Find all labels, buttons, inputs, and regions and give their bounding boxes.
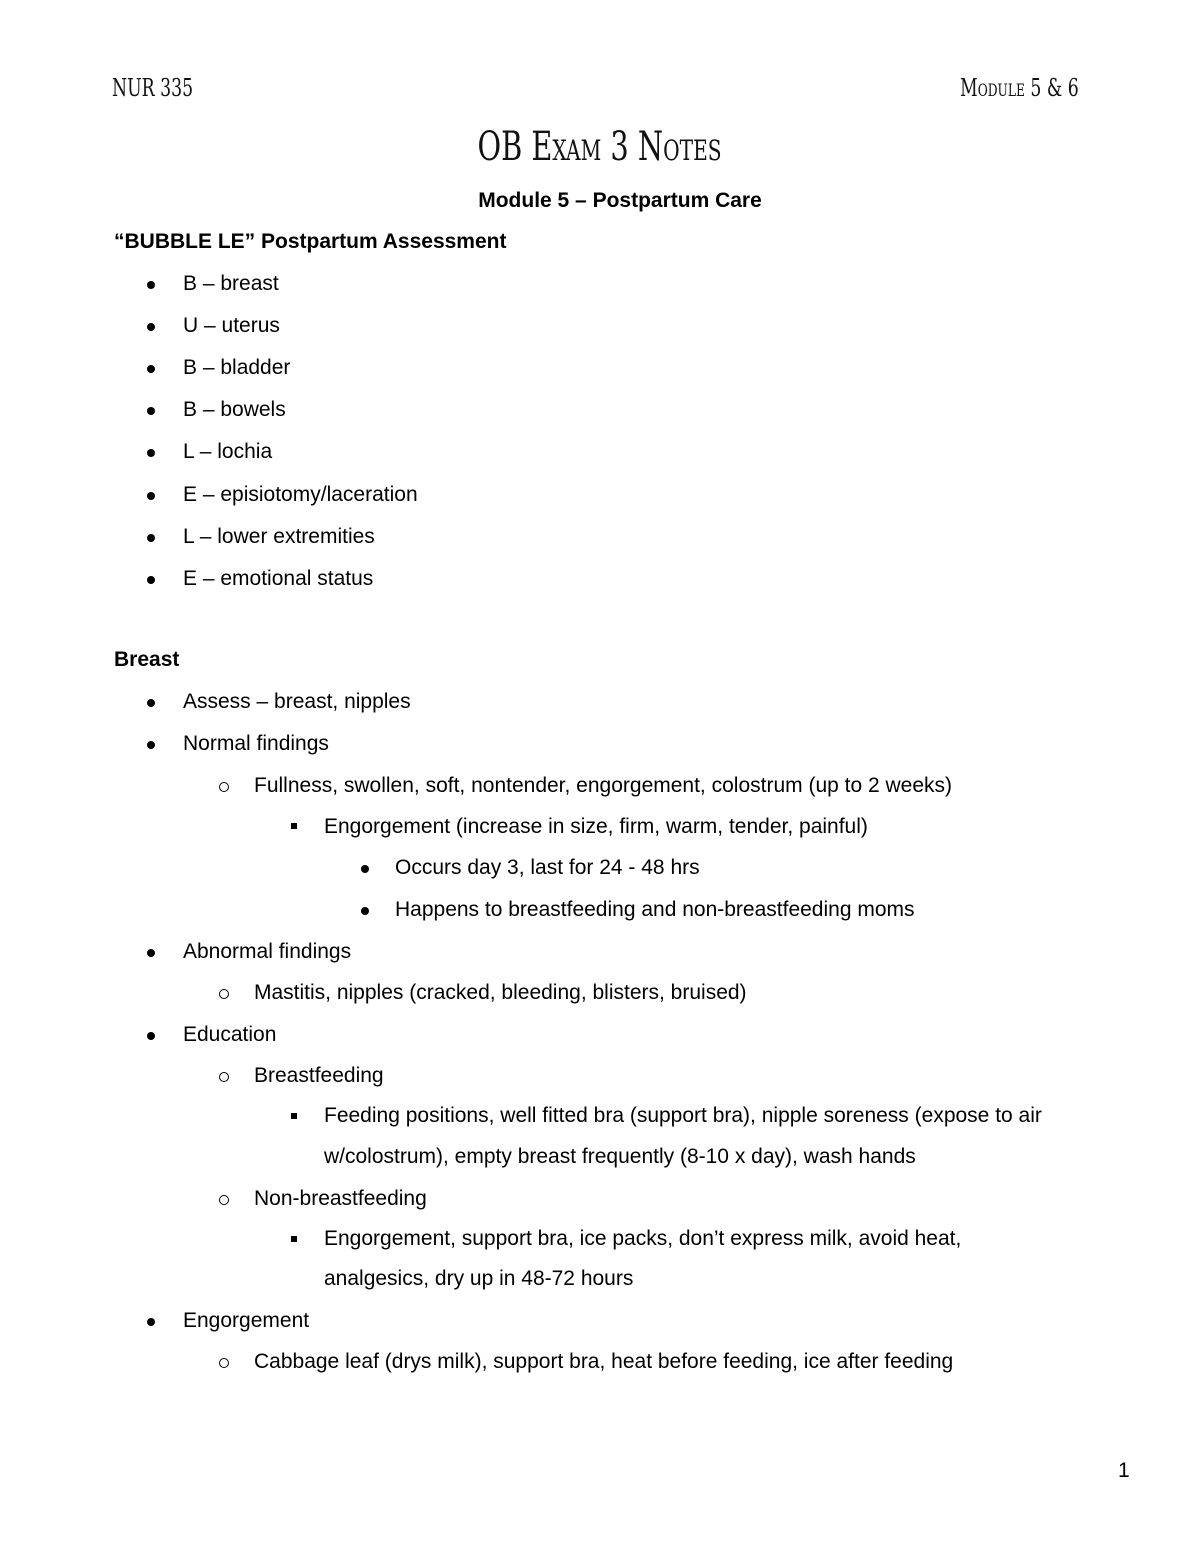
list-item-continuation: w/colostrum), empty breast frequently (8-10 x day), wash hands — [324, 1145, 916, 1168]
list-item: Happens to breastfeeding and non-breastfeeding moms — [395, 898, 915, 921]
bullet-icon — [147, 741, 155, 749]
bullet-icon — [147, 1318, 155, 1326]
bullet-icon — [147, 281, 155, 289]
list-item: U – uterus — [183, 314, 280, 337]
bullet-icon — [147, 323, 155, 331]
bullet-icon — [147, 407, 155, 415]
bullet-icon — [147, 449, 155, 457]
circle-bullet-icon — [219, 782, 229, 792]
list-item-continuation: analgesics, dry up in 48-72 hours — [324, 1267, 634, 1290]
square-bullet-icon — [291, 1113, 297, 1119]
bullet-icon — [147, 576, 155, 584]
breast-heading: Breast — [114, 648, 180, 671]
bullet-icon — [147, 949, 155, 957]
square-bullet-icon — [291, 1236, 297, 1242]
list-item: B – bowels — [183, 398, 286, 421]
list-item: Engorgement — [183, 1309, 310, 1332]
circle-bullet-icon — [219, 1072, 229, 1082]
document-title: OB Exam 3 Notes — [477, 124, 723, 170]
list-item: Mastitis, nipples (cracked, bleeding, blisters, bruised) — [254, 981, 747, 1004]
bullet-icon — [361, 907, 369, 915]
list-item: Engorgement (increase in size, firm, warm, tender, painful) — [324, 815, 868, 838]
list-item: B – breast — [183, 272, 279, 295]
page-number: 1 — [1118, 1459, 1130, 1482]
list-item: Breastfeeding — [254, 1064, 384, 1087]
list-item: Fullness, swollen, soft, nontender, engorgement, colostrum (up to 2 weeks) — [254, 774, 953, 797]
list-item: L – lower extremities — [183, 525, 375, 548]
circle-bullet-icon — [219, 1195, 229, 1205]
list-item: Cabbage leaf (drys milk), support bra, heat before feeding, ice after feeding — [254, 1350, 954, 1373]
list-item: Non-breastfeeding — [254, 1187, 427, 1210]
bullet-icon — [147, 492, 155, 500]
list-item: Abnormal findings — [183, 940, 352, 963]
list-item: B – bladder — [183, 356, 291, 379]
bullet-icon — [147, 699, 155, 707]
list-item: Occurs day 3, last for 24 - 48 hrs — [395, 856, 700, 879]
course-code: NUR 335 — [112, 74, 194, 102]
list-item: L – lochia — [183, 440, 273, 463]
assessment-heading: “BUBBLE LE” Postpartum Assessment — [114, 230, 507, 253]
list-item: E – emotional status — [183, 567, 374, 590]
bullet-icon — [147, 365, 155, 373]
module-heading: Module 5 – Postpartum Care — [478, 189, 762, 212]
list-item: Education — [183, 1023, 277, 1046]
circle-bullet-icon — [219, 989, 229, 999]
module-range: Module 5 & 6 — [960, 74, 1079, 102]
bullet-icon — [147, 534, 155, 542]
square-bullet-icon — [291, 823, 297, 829]
circle-bullet-icon — [219, 1358, 229, 1368]
bullet-icon — [361, 865, 369, 873]
bullet-icon — [147, 1032, 155, 1040]
list-item: E – episiotomy/laceration — [183, 483, 418, 506]
list-item: Feeding positions, well fitted bra (support bra), nipple soreness (expose to air — [324, 1104, 1042, 1127]
list-item: Assess – breast, nipples — [183, 690, 411, 713]
list-item: Normal findings — [183, 732, 329, 755]
list-item: Engorgement, support bra, ice packs, don’t express milk, avoid heat, — [324, 1227, 962, 1250]
